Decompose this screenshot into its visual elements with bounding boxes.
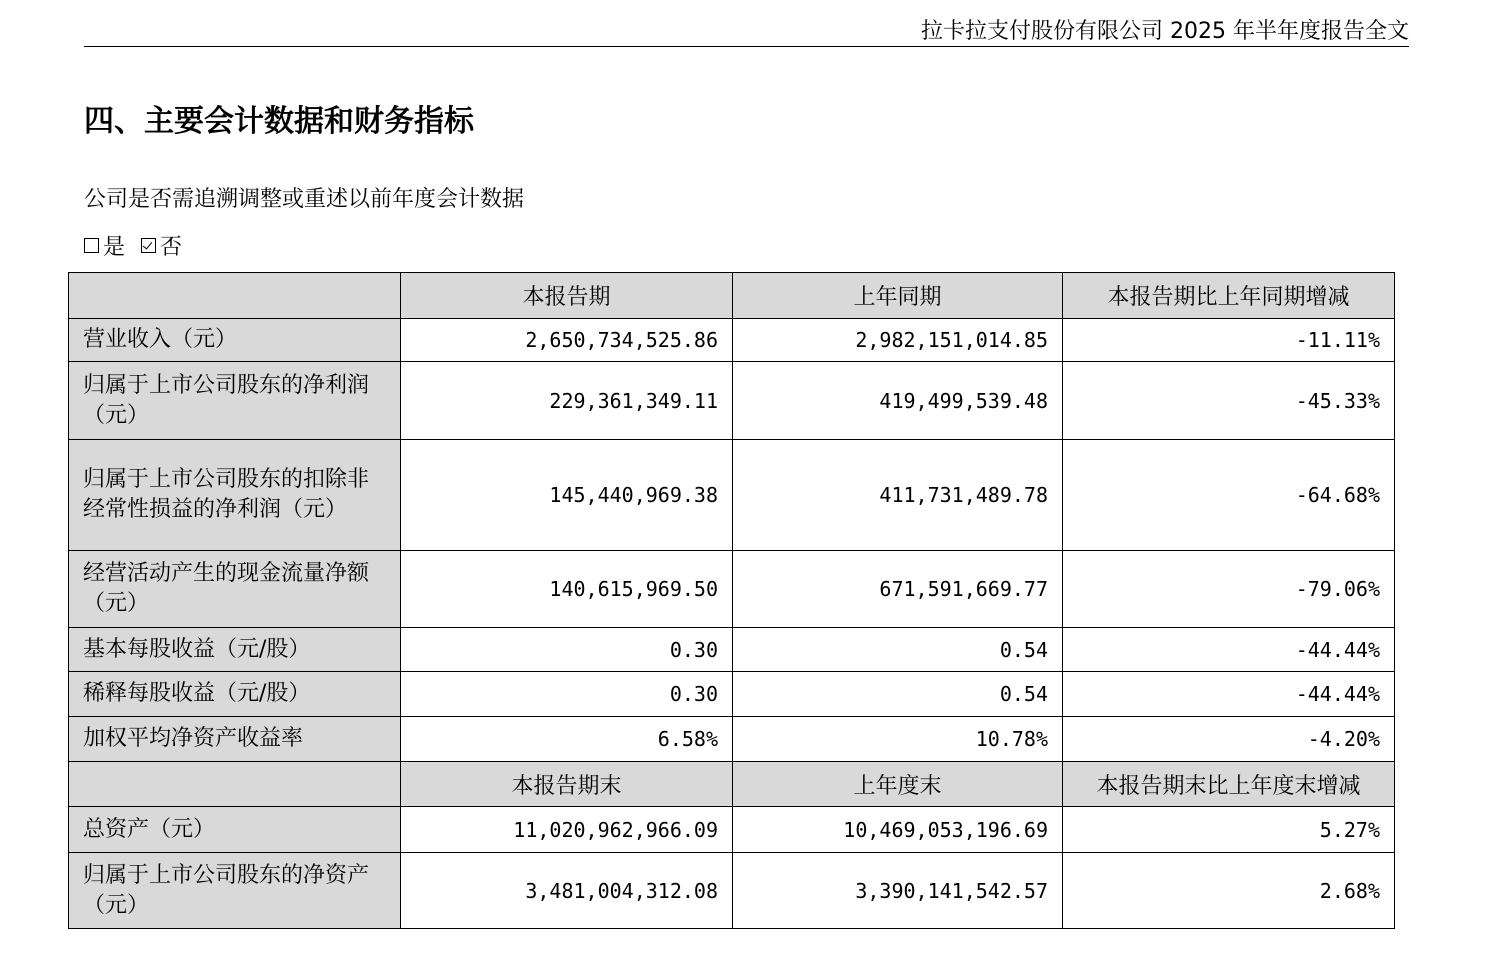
row-label: 总资产（元） — [69, 807, 401, 853]
change-value: 5.27% — [1063, 807, 1395, 853]
row-label: 加权平均净资产收益率 — [69, 717, 401, 762]
restatement-options — [84, 230, 194, 261]
header-cell: 本报告期末比上年度末增减 — [1063, 762, 1395, 807]
row-label: 基本每股收益（元/股） — [69, 628, 401, 672]
current-value: 2,650,734,525.86 — [401, 319, 733, 362]
current-value: 0.30 — [401, 628, 733, 672]
table-row — [69, 853, 1395, 929]
table-row — [69, 717, 1395, 762]
restatement-question: 公司是否需追溯调整或重述以前年度会计数据 — [84, 187, 525, 212]
row-label: 归属于上市公司股东的净利润（元） — [69, 362, 401, 440]
header-divider — [84, 46, 1409, 47]
option-yes-label: 是 — [103, 235, 126, 260]
previous-value: 419,499,539.48 — [733, 362, 1063, 440]
change-value: -44.44% — [1063, 672, 1395, 717]
table-row — [69, 319, 1395, 362]
header-cell: 本报告期 — [401, 273, 733, 319]
change-value: -4.20% — [1063, 717, 1395, 762]
checkbox-no[interactable] — [141, 238, 156, 253]
current-value: 3,481,004,312.08 — [401, 853, 733, 929]
previous-value: 671,591,669.77 — [733, 551, 1063, 628]
current-value: 6.58% — [401, 717, 733, 762]
previous-value: 3,390,141,542.57 — [733, 853, 1063, 929]
financial-indicators-table — [68, 272, 1395, 929]
previous-value: 10.78% — [733, 717, 1063, 762]
current-value: 229,361,349.11 — [401, 362, 733, 440]
current-value: 145,440,969.38 — [401, 440, 733, 551]
previous-value: 0.54 — [733, 628, 1063, 672]
table-row — [69, 672, 1395, 717]
change-value: 2.68% — [1063, 853, 1395, 929]
previous-value: 2,982,151,014.85 — [733, 319, 1063, 362]
report-header-title: 拉卡拉支付股份有限公司 2025 年半年度报告全文 — [921, 19, 1409, 44]
current-value: 11,020,962,966.09 — [401, 807, 733, 853]
table-header-row-period-end — [69, 762, 1395, 807]
current-value: 0.30 — [401, 672, 733, 717]
header-cell — [69, 762, 401, 807]
row-label: 营业收入（元） — [69, 319, 401, 362]
row-label: 稀释每股收益（元/股） — [69, 672, 401, 717]
row-label: 归属于上市公司股东的净资产（元） — [69, 853, 401, 929]
table-row — [69, 551, 1395, 628]
previous-value: 411,731,489.78 — [733, 440, 1063, 551]
header-cell — [69, 273, 401, 319]
header-cell: 上年度末 — [733, 762, 1063, 807]
current-value: 140,615,969.50 — [401, 551, 733, 628]
table-row — [69, 440, 1395, 551]
table-row — [69, 807, 1395, 853]
table-header-row-period — [69, 273, 1395, 319]
header-cell: 本报告期末 — [401, 762, 733, 807]
change-value: -64.68% — [1063, 440, 1395, 551]
previous-value: 10,469,053,196.69 — [733, 807, 1063, 853]
change-value: -44.44% — [1063, 628, 1395, 672]
previous-value: 0.54 — [733, 672, 1063, 717]
change-value: -79.06% — [1063, 551, 1395, 628]
section-title: 四、主要会计数据和财务指标 — [84, 104, 474, 139]
row-label: 经营活动产生的现金流量净额（元） — [69, 551, 401, 628]
option-no-label: 否 — [160, 235, 183, 260]
table-row — [69, 362, 1395, 440]
header-cell: 本报告期比上年同期增减 — [1063, 273, 1395, 319]
header-cell: 上年同期 — [733, 273, 1063, 319]
change-value: -45.33% — [1063, 362, 1395, 440]
table-row — [69, 628, 1395, 672]
change-value: -11.11% — [1063, 319, 1395, 362]
checkbox-yes[interactable] — [84, 238, 99, 253]
row-label: 归属于上市公司股东的扣除非经常性损益的净利润（元） — [69, 440, 401, 551]
